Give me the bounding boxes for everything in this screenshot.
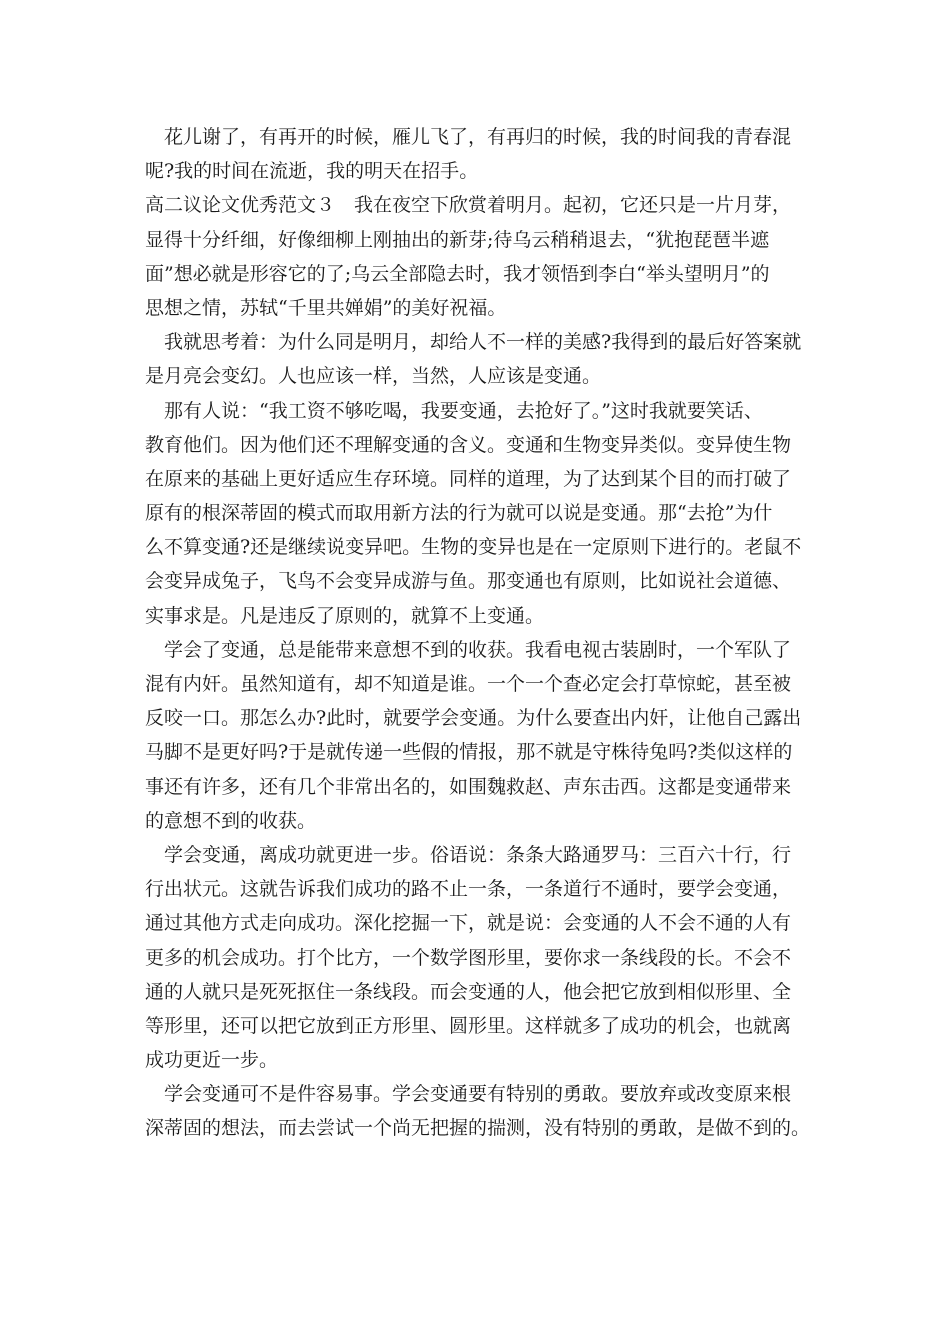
text-line: 么不算变通?还是继续说变异吧。生物的变异也是在一定原则下进行的。老鼠不 [145, 536, 802, 559]
text-line: 那有人说：“我工资不够吃喝，我要变通，去抢好了。”这时我就要笑话、 [164, 399, 763, 422]
text-line: 深蒂固的想法，而去尝试一个尚无把握的揣测，没有特别的勇敢，是做不到的。 [145, 1117, 811, 1140]
text-line: 显得十分纤细，好像细柳上刚抽出的新芽;待乌云稍稍退去，“犹抱琵琶半遮 [145, 228, 770, 251]
text-line: 更多的机会成功。打个比方，一个数学图形里，要你求一条线段的长。不会不 [145, 946, 792, 969]
text-line: 学会变通可不是件容易事。学会变通要有特别的勇敢。要放弃或改变原来根 [164, 1083, 792, 1106]
text-line: 是月亮会变幻。人也应该一样，当然，人应该是变通。 [145, 365, 602, 388]
text-line: 混有内奸。虽然知道有，却不知道是谁。一个一个查必定会打草惊蛇，甚至被 [145, 673, 792, 695]
text-line: 呢?我的时间在流逝，我的明天在招手。 [145, 160, 479, 183]
text-line: 教育他们。因为他们还不理解变通的含义。变通和生物变异类似。变异使生物 [145, 433, 792, 456]
text-line: 等形里，还可以把它放到正方形里、圆形里。这样就多了成功的机会，也就离 [145, 1014, 792, 1037]
text-line: 行出状元。这就告诉我们成功的路不止一条，一条道行不通时，要学会变通， [145, 878, 792, 901]
text-line: 花儿谢了，有再开的时候，雁儿飞了，有再归的时候，我的时间我的青春混 [164, 126, 792, 148]
text-line: 原有的根深蒂固的模式而取用新方法的行为就可以说是变通。那“去抢”为什 [145, 502, 773, 525]
text-line: 学会变通，离成功就更进一步。俗语说：条条大路通罗马：三百六十行，行 [164, 843, 792, 866]
section-heading-line: 高二议论文优秀范文３ 我在夜空下欣赏着明月。起初，它还只是一片月芽， [145, 194, 792, 217]
text-line: 面”想必就是形容它的了;乌云全部隐去时，我才领悟到李白“举头望明月”的 [145, 262, 770, 285]
text-line: 会变异成兔子，飞鸟不会变异成游与鱼。那变通也有原则，比如说社会道德、 [145, 570, 792, 593]
text-line: 马脚不是更好吗?于是就传递一些假的情报，那不就是守株待兔吗?类似这样的 [145, 741, 793, 764]
text-line: 学会了变通，总是能带来意想不到的收获。我看电视古装剧时，一个军队了 [164, 638, 792, 661]
essay-body [145, 120, 825, 1146]
text-line: 通过其他方式走向成功。深化挖掘一下，就是说：会变通的人不会不通的人有 [145, 912, 792, 935]
text-line: 我就思考着：为什么同是明月，却给人不一样的美感?我得到的最后好答案就 [164, 331, 802, 354]
text-line: 的意想不到的收获。 [145, 809, 317, 832]
text-line: 在原来的基础上更好适应生存环境。同样的道理，为了达到某个目的而打破了 [145, 467, 792, 490]
text-line: 事还有许多，还有几个非常出名的，如围魏救赵、声东击西。这都是变通带来 [145, 775, 792, 798]
text-line: 通的人就只是死死抠住一条线段。而会变通的人，他会把它放到相似形里、全 [145, 980, 792, 1003]
text-line: 反咬一口。那怎么办?此时，就要学会变通。为什么要查出内奸，让他自己露出 [145, 707, 802, 730]
text-line: 成功更近一步。 [145, 1049, 279, 1072]
text-line: 实事求是。凡是违反了原则的，就算不上变通。 [145, 604, 545, 627]
text-line: 思想之情，苏轼“千里共婵娟”的美好祝福。 [145, 296, 507, 319]
